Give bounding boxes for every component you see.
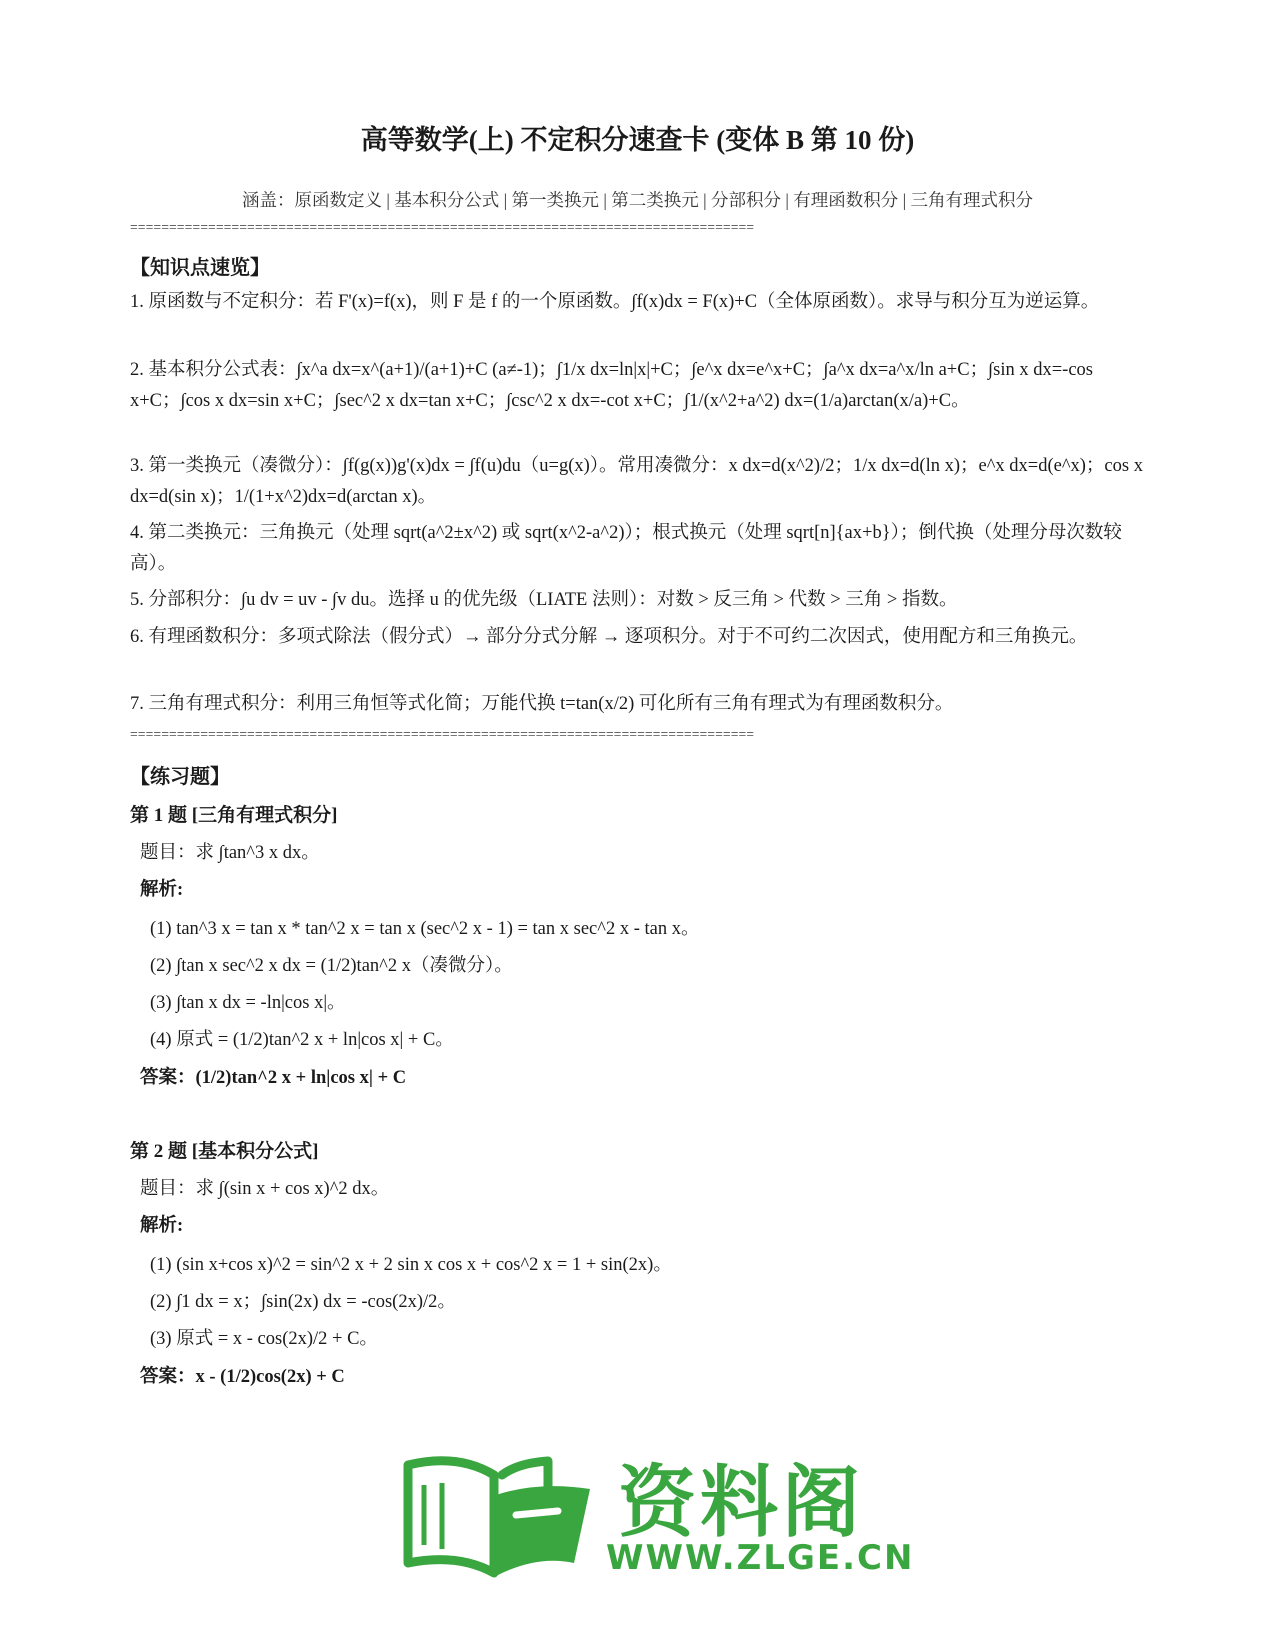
solution-step: (2) ∫tan x sec^2 x dx = (1/2)tan^2 x（凑微分）。 bbox=[150, 956, 513, 976]
knowledge-item: 2. 基本积分公式表：∫x^a dx=x^(a+1)/(a+1)+C (a≠-1)；∫1/x dx=ln|x|+C；∫e^x dx=e^x+C；∫a^x dx=a^x/ln a+C；∫sin x dx=-cos x+C；∫cos x dx=sin x+C；∫sec^2 x dx=tan x+C；∫csc^2 x dx=-cot x+C；∫1/(x^2+a^2) dx=(1/a)arctan(x/a)+C。 bbox=[130, 360, 1093, 411]
knowledge-item: 7. 三角有理式积分：利用三角恒等式化简；万能代换 t=tan(x/2) 可化所有三角有理式为有理函数积分。 bbox=[130, 694, 954, 714]
analysis-label: 解析: bbox=[140, 880, 184, 900]
page-subtitle: 涵盖：原函数定义 | 基本积分公式 | 第一类换元 | 第二类换元 | 分部积分 | 有理函数积分 | 三角有理式积分 bbox=[241, 190, 1034, 210]
question-prompt: 题目：求 ∫tan^3 x dx。 bbox=[140, 843, 320, 863]
knowledge-item: 4. 第二类换元：三角换元（处理 sqrt(a^2±x^2) 或 sqrt(x^2-a^2)）；根式换元（处理 sqrt[n]{ax+b}）；倒代换（处理分母次数较高）。 bbox=[130, 523, 1122, 574]
book-logo-icon bbox=[398, 1445, 598, 1583]
answer: 答案：(1/2)tan^2 x + ln|cos x| + C bbox=[140, 1068, 407, 1088]
solution-step: (3) 原式 = x - cos(2x)/2 + C。 bbox=[150, 1329, 378, 1349]
solution-step: (2) ∫1 dx = x；∫sin(2x) dx = -cos(2x)/2。 bbox=[150, 1292, 456, 1312]
solution-step: (1) (sin x+cos x)^2 = sin^2 x + 2 sin x cos x + cos^2 x = 1 + sin(2x)。 bbox=[150, 1255, 672, 1275]
watermark-url: WWW.ZLGE.CN bbox=[606, 1538, 915, 1578]
divider: ================================================================================ bbox=[130, 727, 755, 742]
knowledge-item: 3. 第一类换元（凑微分）：∫f(g(x))g'(x)dx = ∫f(u)du（u=g(x)）。常用凑微分：x dx=d(x^2)/2；1/x dx=d(ln x)；e^x dx=d(e^x)；cos x dx=d(sin x)；1/(1+x^2)dx=d(arctan x)。 bbox=[130, 456, 1143, 507]
knowledge-item: 5. 分部积分：∫u dv = uv - ∫v du。选择 u 的优先级（LIATE 法则）：对数 > 反三角 > 代数 > 三角 > 指数。 bbox=[130, 590, 958, 610]
answer: 答案：x - (1/2)cos(2x) + C bbox=[140, 1367, 345, 1387]
divider: ================================================================================ bbox=[130, 220, 755, 235]
practice-heading: 【练习题】 bbox=[130, 766, 230, 788]
page-title: 高等数学(上) 不定积分速查卡 (变体 B 第 10 份) bbox=[360, 125, 915, 155]
solution-step: (1) tan^3 x = tan x * tan^2 x = tan x (sec^2 x - 1) = tan x sec^2 x - tan x。 bbox=[150, 919, 700, 939]
question-heading: 第 2 题 [基本积分公式] bbox=[130, 1141, 319, 1162]
knowledge-item: 6. 有理函数积分：多项式除法（假分式）→ 部分分式分解 → 逐项积分。对于不可约二次因式，使用配方和三角换元。 bbox=[130, 627, 1088, 647]
question-heading: 第 1 题 [三角有理式积分] bbox=[130, 805, 338, 826]
solution-step: (3) ∫tan x dx = -ln|cos x|。 bbox=[150, 993, 346, 1013]
knowledge-item: 1. 原函数与不定积分：若 F'(x)=f(x)，则 F 是 f 的一个原函数。∫f(x)dx = F(x)+C（全体原函数）。求导与积分互为逆运算。 bbox=[130, 292, 1100, 312]
question-prompt: 题目：求 ∫(sin x + cos x)^2 dx。 bbox=[140, 1179, 390, 1199]
analysis-label: 解析: bbox=[140, 1216, 184, 1236]
knowledge-heading: 【知识点速览】 bbox=[130, 257, 270, 279]
watermark-name: 资料阁 bbox=[618, 1458, 865, 1548]
solution-step: (4) 原式 = (1/2)tan^2 x + ln|cos x| + C。 bbox=[150, 1030, 454, 1050]
